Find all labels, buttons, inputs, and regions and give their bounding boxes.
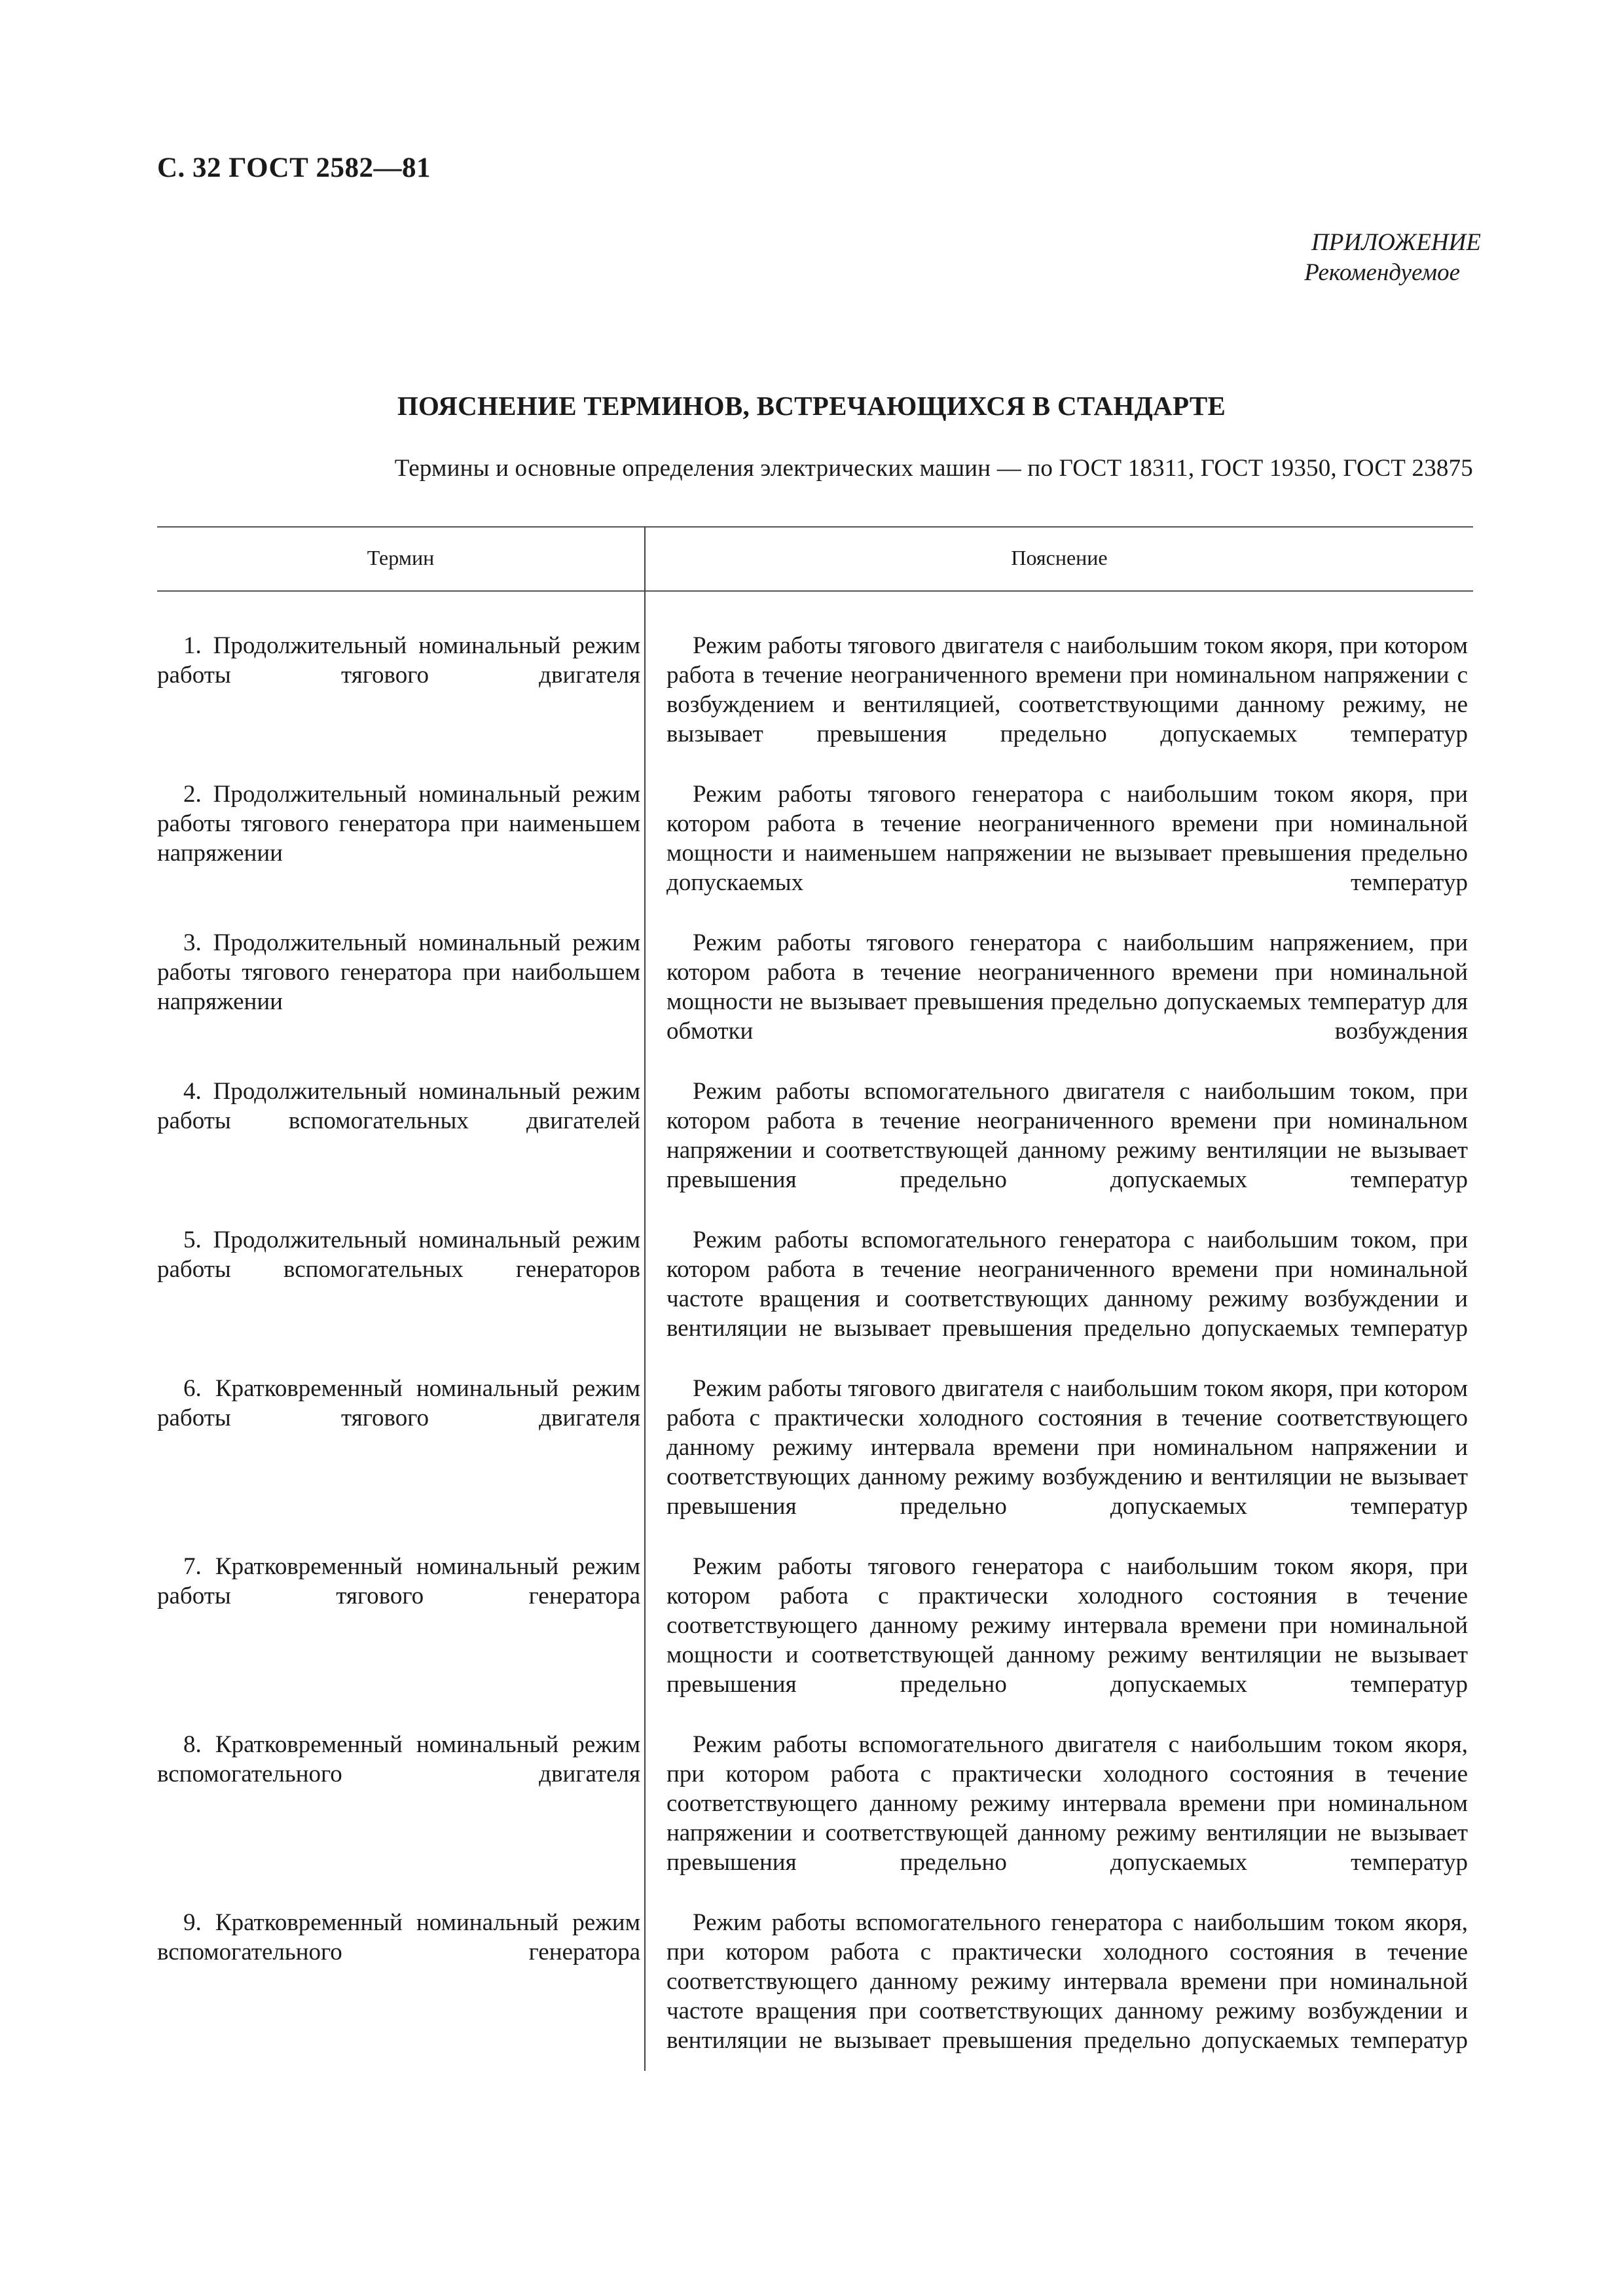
document-title: ПОЯСНЕНИЕ ТЕРМИНОВ, ВСТРЕЧАЮЩИХСЯ В СТАНДАРТЕ [397, 391, 1226, 421]
table-row [157, 1225, 1473, 1372]
explanation-cell: Режим работы тягового двигателя с наибольшим током якоря, при котором работа в течение неограниченного времени при номинальном напряжении с возбуждением и вентиляцией, соответствующими данному режиму, не вызывает превышения предельно допускаемых температур [666, 632, 1468, 747]
table-row [157, 780, 1473, 927]
term-cell: 8. Кратковременный номинальный режим вспомогательного двигателя [157, 1731, 640, 1787]
explanation-cell: Режим работы вспомогательного двигателя с наибольшим током якоря, при котором работа с практически холодного состояния в течение соответствующего данному режиму интервала времени при номинальном напряжении и соответствующей данному режиму вентиляции не вызывает превышения предельно допускаемых температур [666, 1731, 1468, 1876]
appendix-block [1023, 228, 1481, 288]
term-cell: 3. Продолжительный номинальный режим работы тягового генератора при наибольшем напряжении [157, 929, 640, 1015]
term-cell: 2. Продолжительный номинальный режим работы тягового генератора при наименьшем напряжении [157, 781, 640, 867]
page-reference: С. 32 ГОСТ 2582—81 [157, 152, 431, 183]
explanation-cell: Режим работы вспомогательного генератора с наибольшим током якоря, при котором работа с практически холодного состояния в течение соответствующего данному режиму интервала времени при номинальной частоте вращения при соответствующих данному режиму возбуждении и вентиляции не вызывает превышения предельно допускаемых температур [666, 1909, 1468, 2054]
table-row [157, 1374, 1473, 1551]
column-header-explanation: Пояснение [1011, 546, 1108, 569]
explanation-cell: Режим работы вспомогательного двигателя с наибольшим током, при котором работа в течение неограниченного времени при номинальном напряжении и соответствующей данному режиму вентиляции не вызывает превышения предельно допускаемых температур [666, 1078, 1468, 1193]
appendix-label: ПРИЛОЖЕНИЕ [1311, 229, 1481, 256]
table-row [157, 1552, 1473, 1729]
term-cell: 7. Кратковременный номинальный режим работы тягового генератора [157, 1553, 640, 1609]
term-cell: 6. Кратковременный номинальный режим работы тягового двигателя [157, 1375, 640, 1431]
table-row [157, 1908, 1473, 2085]
document-subtitle: Термины и основные определения электрических машин — по ГОСТ 18311, ГОСТ 19350, ГОСТ 23875 [394, 455, 1473, 482]
explanation-cell: Режим работы тягового генератора с наибольшим током якоря, при котором работа с практически холодного состояния в течение соответствующего данному режиму интервала времени при номинальной мощности и соответствующей данному режиму вентиляции не вызывает превышения предельно допускаемых температур [666, 1553, 1468, 1698]
column-header-term: Термин [367, 546, 435, 569]
table-row [157, 631, 1473, 778]
appendix-status: Рекомендуемое [1304, 259, 1460, 286]
explanation-cell: Режим работы тягового двигателя с наибольшим током якоря, при котором работа с практически холодного состояния в течение соответствующего данному режиму интервала времени при номинальном напряжении и соответствующих данному режиму возбуждению и вентиляции не вызывает превышения предельно допускаемых температур [666, 1375, 1468, 1520]
terms-table [157, 526, 1473, 2071]
term-cell: 5. Продолжительный номинальный режим работы вспомогательных генераторов [157, 1227, 640, 1283]
table-row [157, 1077, 1473, 1224]
term-cell: 4. Продолжительный номинальный режим работы вспомогательных двигателей [157, 1078, 640, 1134]
table-header-rule [157, 590, 1473, 592]
table-row [157, 1730, 1473, 1907]
explanation-cell: Режим работы тягового генератора с наибольшим напряжением, при котором работа в течение неограниченного времени при номинальной мощности не вызывает превышения предельно допускаемых температур для обмотки возбуждения [666, 929, 1468, 1045]
explanation-cell: Режим работы тягового генератора с наибольшим током якоря, при котором работа в течение неограниченного времени при номинальной мощности и наименьшем напряжении не вызывает превышения предельно допускаемых температур [666, 781, 1468, 896]
table-row [157, 928, 1473, 1075]
explanation-cell: Режим работы вспомогательного генератора с наибольшим током, при котором работа в течение неограниченного времени при номинальной частоте вращения и соответствующих данному режиму возбуждении и вентиляции не вызывает превышения предельно допускаемых температур [666, 1227, 1468, 1342]
table-top-rule [157, 526, 1473, 528]
term-cell: 1. Продолжительный номинальный режим работы тягового двигателя [157, 632, 640, 689]
term-cell: 9. Кратковременный номинальный режим вспомогательного генератора [157, 1909, 640, 1965]
table-body [157, 631, 1473, 2086]
